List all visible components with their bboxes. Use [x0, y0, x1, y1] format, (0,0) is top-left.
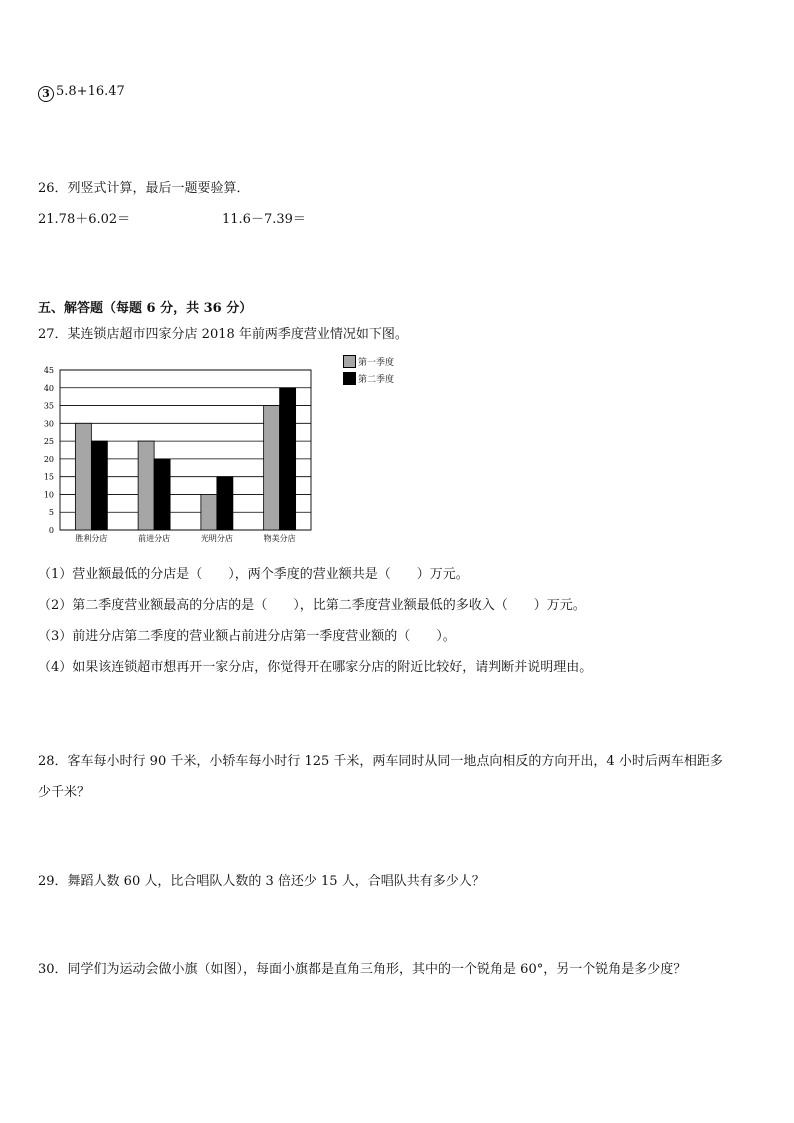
y-tick-label: 25: [43, 437, 54, 447]
q27-subquestion-3: （3）前进分店第二季度的营业额占前进分店第一季度营业额的（ ）。: [38, 629, 456, 644]
x-tick-label: 光明分店: [200, 534, 233, 543]
x-tick-label: 前进分店: [138, 534, 171, 543]
q27-subquestion-2: （2）第二季度营业额最高的分店的是（ ），比第二季度营业额最低的多收入（ ）万元。: [38, 598, 586, 613]
q29-text: 29．舞蹈人数 60 人，比合唱队人数的 3 倍还少 15 人，合唱队共有多少人？: [38, 874, 485, 889]
q27-subquestion-4: （4）如果该连锁超市想再开一家分店，你觉得开在哪家分店的附近比较好，请判断并说明理由。: [38, 660, 593, 675]
q25-part3: [38, 84, 125, 102]
y-tick-label: 40: [43, 383, 54, 393]
bar-chart-svg: [36, 350, 336, 550]
bar: [217, 477, 233, 530]
q25-part3-expression: 5.8+16.47: [56, 84, 125, 99]
legend-swatch-q1: [343, 355, 356, 368]
legend-label-q2: 第二季度: [358, 375, 395, 385]
section-5-title: 五、解答题（每题 6 分，共 36 分）: [38, 301, 253, 316]
q27-title: 27．某连锁店超市四家分店 2018 年前两季度营业情况如下图。: [38, 327, 408, 342]
y-tick-label: 5: [48, 508, 54, 518]
y-tick-label: 20: [43, 454, 54, 464]
y-tick-label: 0: [48, 526, 54, 535]
q26-expression-2: 11.6－7.39＝: [222, 212, 306, 227]
bar: [201, 494, 217, 530]
bar: [75, 423, 91, 530]
q26-title: 26．列竖式计算，最后一题要验算．: [38, 181, 250, 196]
q26-expression-1: 21.78＋6.02＝: [38, 212, 131, 227]
y-tick-label: 30: [43, 419, 54, 429]
y-tick-label: 10: [43, 490, 54, 500]
q28-line-1: 28．客车每小时行 90 千米，小轿车每小时行 125 千米，两车同时从同一地点向相反的方向开出，4 小时后两车相距多: [38, 754, 723, 769]
bar: [280, 388, 296, 530]
q30-text: 30．同学们为运动会做小旗（如图），每面小旗都是直角三角形，其中的一个锐角是 60°，另一个锐角是多少度？: [38, 962, 687, 977]
y-tick-label: 15: [43, 472, 54, 482]
q27-subquestion-1: （1）营业额最低的分店是（ ），两个季度的营业额共是（ ）万元。: [38, 567, 469, 582]
bar: [138, 441, 154, 530]
x-tick-label: 胜利分店: [75, 534, 108, 543]
q27-bar-chart: [36, 350, 416, 550]
legend-label-q1: 第一季度: [358, 358, 395, 368]
x-tick-label: 物美分店: [263, 534, 296, 543]
circled-number-3: 3: [38, 86, 54, 102]
y-tick-label: 45: [43, 366, 54, 375]
legend-swatch-q2: [343, 372, 356, 385]
y-tick-label: 35: [43, 401, 54, 411]
bar: [264, 406, 280, 530]
q28-line-2: 少千米？: [38, 785, 91, 800]
bar: [91, 441, 107, 530]
bar: [154, 459, 170, 530]
